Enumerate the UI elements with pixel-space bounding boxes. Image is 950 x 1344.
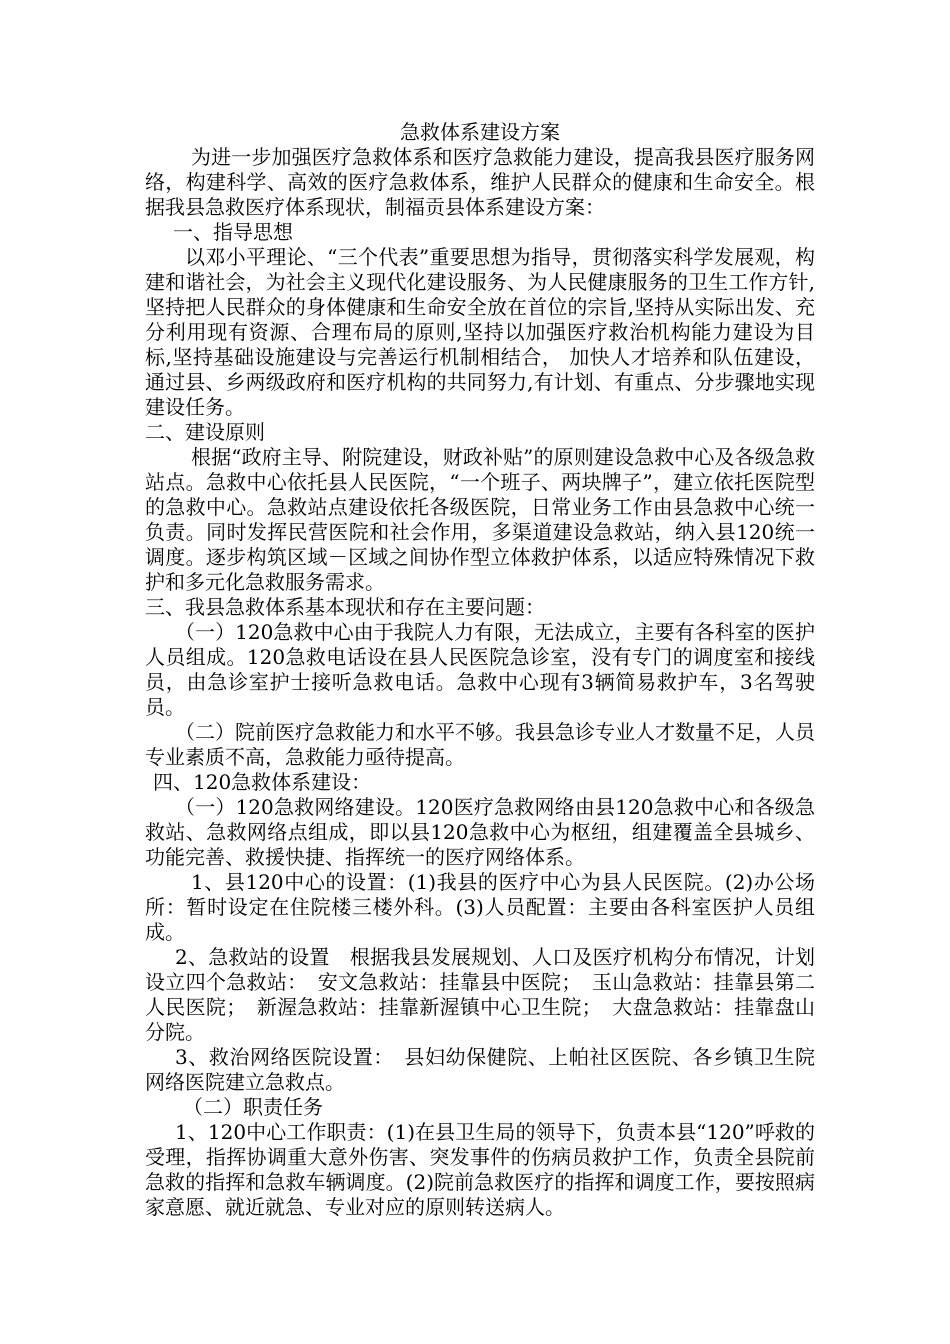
status-item-2: （二）院前医疗急救能力和水平不够。我县急诊专业人才数量不足，人员专业素质不高，急救能力亟待提高。 bbox=[145, 720, 815, 769]
section-heading-guiding-ideology: 一、指导思想 bbox=[173, 220, 293, 244]
section-heading-status: 三、我县急救体系基本现状和存在主要问题： bbox=[145, 595, 545, 619]
duty-item-1: 1、120中心工作职责：(1)在县卫生局的领导下，负责本县“120”呼救的受理，指挥协调重大意外伤害、突发事件的伤病员救护工作，负责全县院前急救的指挥和急救车辆调度。(2)院前急救医疗的指挥和调度工作，要按照病家意愿、就近就急、专业对应的原则转送病人。 bbox=[145, 1120, 815, 1219]
section-body-guiding-ideology: 以邓小平理论、“三个代表”重要思想为指导，贯彻落实科学发展观，构建和谐社会，为社会主义现代化建设服务、为人民健康服务的卫生工作方针,坚持把人民群众的身体健康和生命安全放在首位的宗旨,坚持从实际出发、充分利用现有资源、合理布局的原则,坚持以加强医疗救治机构能力建设为目标,坚持基础设施建设与完善运行机制相结合， 加快人才培养和队伍建设，通过县、乡两级政府和医疗机构的共同努力,有计划、有重点、分步骤地实现建设任务。 bbox=[145, 245, 815, 419]
duties-heading: （二）职责任务 bbox=[183, 1095, 323, 1119]
construction-sub-2: 2、急救站的设置 根据我县发展规划、人口及医疗机构分布情况，计划设立四个急救站： 安文急救站：挂靠县中医院； 玉山急救站：挂靠县第二人民医院； 新渥急救站：挂靠新渥镇中心卫生院； 大盘急救站：挂靠盘山分院。 bbox=[145, 945, 815, 1044]
document-page bbox=[145, 120, 815, 1220]
intro-paragraph: 为进一步加强医疗急救体系和医疗急救能力建设，提高我县医疗服务网络，构建科学、高效的医疗急救体系，维护人民群众的健康和生命安全。根据我县急救医疗体系现状，制福贡县体系建设方案： bbox=[145, 145, 815, 219]
construction-sub-3: 3、救治网络医院设置： 县妇幼保健院、上帕社区医院、各乡镇卫生院网络医院建立急救点。 bbox=[145, 1045, 815, 1094]
construction-sub-1: 1、县120中心的设置：(1)我县的医疗中心为县人民医院。(2)办公场所：暂时设定在住院楼三楼外科。(3)人员配置：主要由各科室医护人员组成。 bbox=[145, 870, 815, 944]
status-item-1: （一）120急救中心由于我院人力有限，无法成立，主要有各科室的医护人员组成。120急救电话设在县人民医院急诊室，没有专门的调度室和接线员，由急诊室护士接听急救电话。急救中心现有3辆简易救护车，3名驾驶员。 bbox=[145, 620, 815, 719]
section-heading-principles: 二、建设原则 bbox=[145, 420, 265, 444]
section-body-principles: 根据“政府主导、附院建设，财政补贴”的原则建设急救中心及各级急救站点。急救中心依托县人民医院，“一个班子、两块牌子”，建立依托医院型的急救中心。急救站点建设依托各级医院，日常业务工作由县急救中心统一负责。同时发挥民营医院和社会作用，多渠道建设急救站，纳入县120统一调度。逐步构筑区域－区域之间协作型立体救护体系，以适应特殊情况下救护和多元化急救服务需求。 bbox=[145, 445, 815, 594]
section-heading-construction: 四、120急救体系建设： bbox=[153, 770, 372, 794]
construction-item-1: （一）120急救网络建设。120医疗急救网络由县120急救中心和各级急救站、急救网络点组成，即以县120急救中心为枢纽，组建覆盖全县城乡、功能完善、救援快捷、指挥统一的医疗网络体系。 bbox=[145, 795, 815, 869]
document-title: 急救体系建设方案 bbox=[400, 120, 560, 144]
